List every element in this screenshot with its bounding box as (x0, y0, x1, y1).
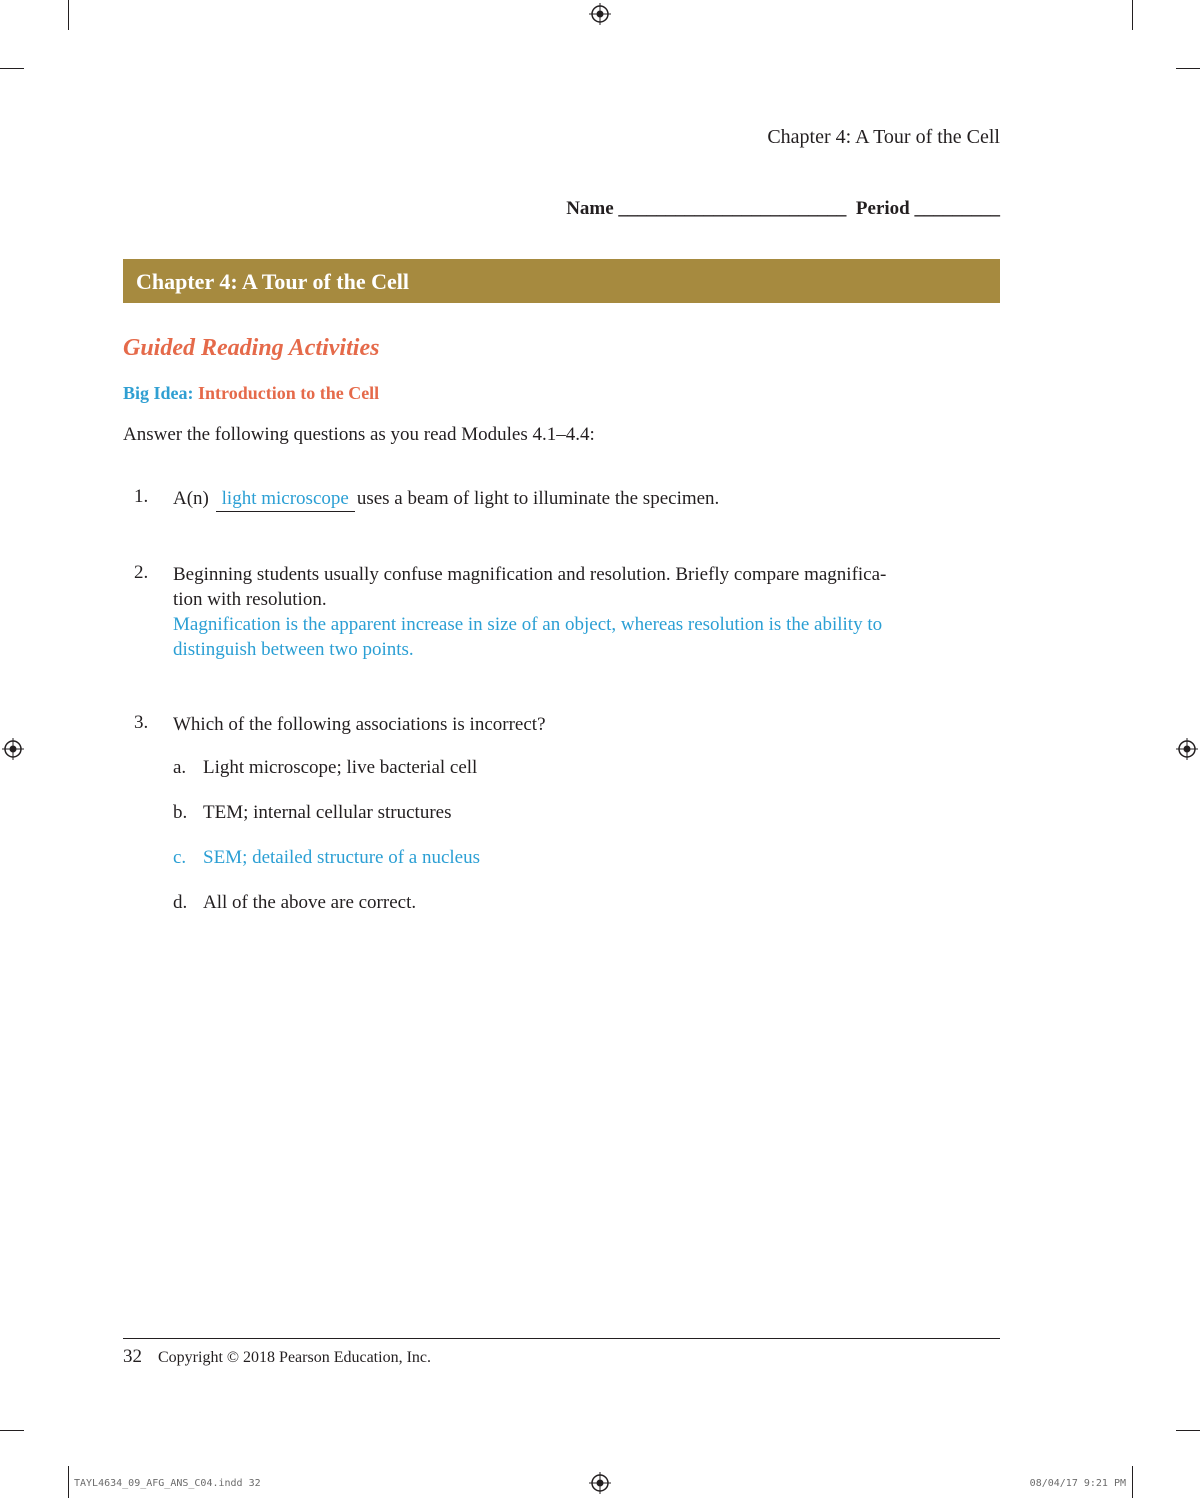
question-2-line-2: tion with resolution. (173, 589, 327, 610)
big-idea-value: Introduction to the Cell (198, 383, 380, 403)
crop-mark-left-bottom (0, 1430, 24, 1431)
option-text: All of the above are correct. (203, 892, 417, 913)
question-3-text: Which of the following associations is incorrect? (173, 714, 546, 735)
question-2-line-1: Beginning students usually confuse magnification and resolution. Briefly compare magnifica- (173, 564, 887, 585)
crop-mark-right-bottom (1176, 1430, 1200, 1431)
footer (123, 1346, 431, 1368)
crop-mark-top-left (68, 0, 69, 30)
question-number: 1. (134, 486, 149, 507)
registration-mark-icon (589, 1472, 611, 1494)
question-2-answer-line-2: distinguish between two points. (173, 639, 414, 660)
copyright: Copyright © 2018 Pearson Education, Inc. (158, 1349, 431, 1366)
print-slug-file: TAYL4634_09_AFG_ANS_C04.indd 32 (74, 1478, 261, 1489)
option-text: SEM; detailed structure of a nucleus (203, 847, 481, 868)
crop-mark-left-top (0, 68, 24, 69)
footer-rule (123, 1338, 1000, 1339)
chapter-banner (123, 259, 1000, 303)
question-number: 3. (134, 712, 149, 733)
big-idea (123, 383, 379, 404)
registration-mark-icon (2, 738, 24, 760)
option-a (173, 757, 477, 779)
crop-mark-right-top (1176, 68, 1200, 69)
option-text: Light microscope; live bacterial cell (203, 757, 478, 778)
option-d (173, 892, 416, 914)
period-label: Period (855, 198, 910, 219)
instructions: Answer the following questions as you read Modules 4.1–4.4: (123, 424, 595, 445)
question-2-answer-line-1: Magnification is the apparent increase in size of an object, whereas resolution is the ability to (173, 614, 883, 635)
option-letter: c. (173, 847, 187, 868)
question-2-text (173, 562, 1005, 662)
crop-mark-bottom-right (1132, 1466, 1133, 1498)
question-1-text (173, 486, 1005, 512)
period-blank: _________ (914, 198, 1000, 219)
section-title: Guided Reading Activities (123, 335, 380, 361)
option-letter: d. (173, 892, 188, 913)
page-number: 32 (123, 1346, 142, 1367)
crop-mark-bottom-left (68, 1466, 69, 1498)
running-head: Chapter 4: A Tour of the Cell (767, 126, 1000, 148)
registration-mark-icon (589, 3, 611, 25)
question-1-answer: light microscope (216, 486, 355, 512)
question-1-prefix: A(n) (173, 488, 209, 509)
question-1-suffix: uses a beam of light to illuminate the specimen. (356, 488, 720, 509)
crop-mark-top-right (1132, 0, 1133, 30)
name-period-line (440, 198, 1000, 220)
big-idea-label: Big Idea: (123, 383, 194, 403)
print-slug-date: 08/04/17 9:21 PM (1029, 1478, 1126, 1489)
name-blank: ________________________ (618, 198, 847, 219)
name-label: Name (566, 198, 614, 219)
chapter-banner-title: Chapter 4: A Tour of the Cell (136, 269, 409, 294)
option-letter: b. (173, 802, 188, 823)
option-text: TEM; internal cellular structures (203, 802, 452, 823)
registration-mark-icon (1176, 738, 1198, 760)
option-letter: a. (173, 757, 187, 778)
option-b (173, 802, 452, 824)
option-c-correct-answer (173, 847, 480, 869)
question-number: 2. (134, 562, 149, 583)
